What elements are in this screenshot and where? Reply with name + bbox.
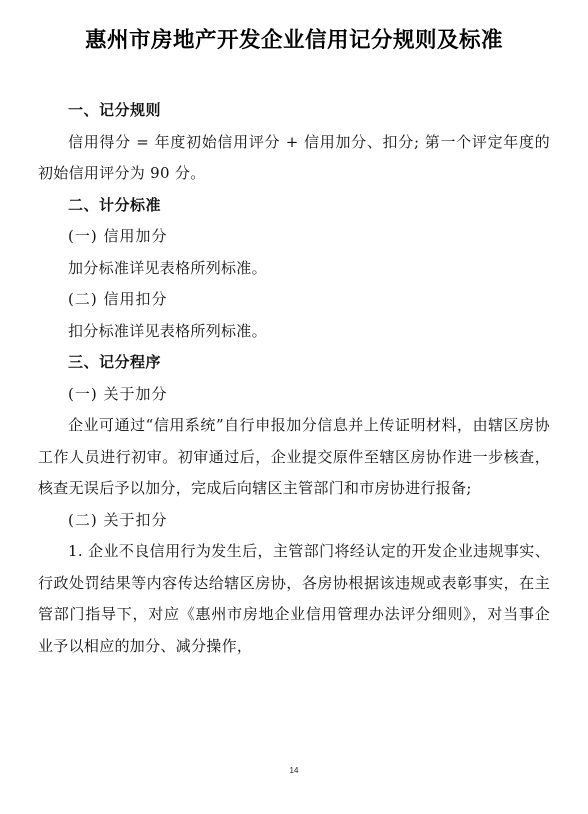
section-3-sub-1-heading: (一) 关于加分	[68, 384, 168, 403]
section-2-sub-1-paragraph: 加分标准详见表格所列标准。	[68, 258, 267, 277]
document-title: 惠州市房地产开发企业信用记分规则及标准	[84, 28, 503, 53]
section-2-sub-1-heading: (一) 信用加分	[68, 227, 168, 245]
section-3-sub-2-paragraph: 1. 企业不良信用行为发生后，主管部门将经认定的开发企业违规事实、行政处罚结果等内容传达给辖区房协，各房协根据该违规或表彰事实，在主管部门指导下，对应《惠州市房地企业信用管理办法评分细则》，对当事企业予以相应的加分、减分操作，	[38, 542, 550, 655]
section-2-heading: 二、计分标准	[68, 195, 162, 214]
section-2-sub-2-paragraph: 扣分标准详见表格所列标准。	[68, 321, 267, 340]
document-body	[38, 95, 550, 662]
section-3-sub-1-paragraph: 企业可通过“信用系统”自行申报加分信息并上传证明材料，由辖区房协工作人员进行初审。初审通过后，企业提交原件至辖区房协作进一步核查，核查无误后予以加分，完成后向辖区主管部门和市房协进行报备;	[38, 416, 550, 497]
page-number: 14	[289, 766, 299, 775]
section-2-sub-2-heading: (二) 信用扣分	[68, 290, 168, 308]
section-1-heading: 一、记分规则	[68, 101, 162, 119]
section-3-sub-2-heading: (二) 关于扣分	[68, 510, 168, 529]
section-3-heading: 三、记分程序	[68, 353, 162, 371]
section-1-paragraph: 信用得分 = 年度初始信用评分 + 信用加分、扣分; 第一个评定年度的初始信用评分为 90 分。	[38, 132, 550, 182]
